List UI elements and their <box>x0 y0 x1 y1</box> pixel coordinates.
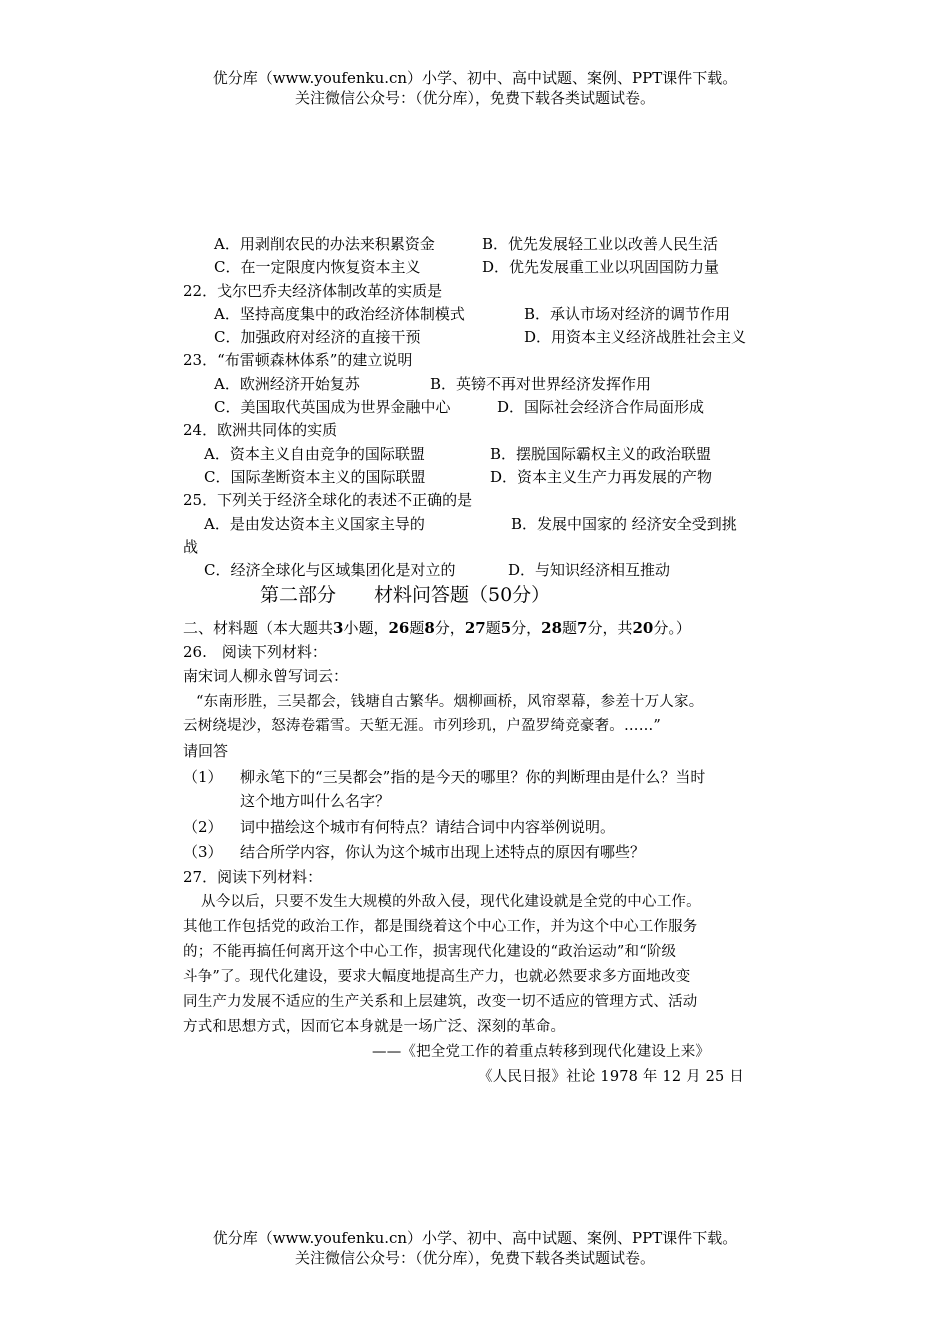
q27-source-title: ——《把全党工作的着重点转移到现代化建设上来》 <box>372 1044 711 1060</box>
q26-sub3: 结合所学内容，你认为这个城市出现上述特点的原因有哪些？ <box>240 843 646 861</box>
q25-option-b: B．发展中国家的 经济安全受到挑 <box>511 515 737 533</box>
q27-stem: 27．阅读下列材料： <box>183 868 323 886</box>
q24-option-d: D．资本主义生产力再发展的产物 <box>490 468 713 486</box>
q21-option-a: A．用剥削农民的办法来积累资金 <box>214 235 435 253</box>
q21-option-c: C．在一定限度内恢复资本主义 <box>214 258 421 276</box>
q26-ask: 请回答 <box>183 742 229 760</box>
q26-poem-line-1: “东南形胜，三吴都会，钱塘自古繁华。烟柳画桥，风帘翠幕，参差十万人家。 <box>196 694 704 710</box>
q23-stem: 23．“布雷顿森林体系”的建立说明 <box>183 351 413 369</box>
q21-option-b: B．优先发展轻工业以改善人民生活 <box>482 235 719 253</box>
q21-option-d: D．优先发展重工业以巩固国防力量 <box>482 258 720 276</box>
header-line-2: 关注微信公众号：（优分库），免费下载各类试题试卷。 <box>294 89 655 107</box>
q25-option-b-continued: 战 <box>183 538 199 556</box>
q27-material-line-6: 方式和思想方式，因而它本身就是一场广泛、深刻的革命。 <box>183 1019 566 1035</box>
part2-title: 第二部分 材料问答题（50分） <box>260 584 551 606</box>
footer-line-2: 关注微信公众号：（优分库），免费下载各类试题试卷。 <box>294 1249 655 1267</box>
q22-stem: 22．戈尔巴乔夫经济体制改革的实质是 <box>183 282 443 300</box>
q22-option-a: A．坚持高度集中的政治经济体制模式 <box>214 305 465 323</box>
q23-option-a: A．欧洲经济开始复苏 <box>214 375 360 393</box>
q25-option-c: C．经济全球化与区域集团化是对立的 <box>204 561 456 579</box>
q26-sub1-number: （1） <box>183 768 223 786</box>
q27-source-date: 《人民日报》社论 1978 年 12 月 25 日 <box>478 1069 744 1085</box>
q26-sub1-line-1: 柳永笔下的“三吴都会”指的是今天的哪里？你的判断理由是什么？当时 <box>240 768 706 786</box>
q26-sub1-line-2: 这个地方叫什么名字？ <box>240 792 391 810</box>
q24-option-a: A．资本主义自由竞争的国际联盟 <box>204 445 425 463</box>
q27-material-line-4: 斗争”了。现代化建设，要求大幅度地提高生产力，也就必然要求多方面地改变 <box>183 969 691 985</box>
q27-material-line-2: 其他工作包括党的政治工作，都是围绕着这个中心工作，并为这个中心工作服务 <box>183 919 698 935</box>
q26-sub2-number: （2） <box>183 818 223 836</box>
q27-material-line-5: 同生产力发展不适应的生产关系和上层建筑，改变一切不适应的管理方式、活动 <box>183 994 698 1010</box>
q27-material-line-1: 从今以后，只要不发生大规模的外敌入侵，现代化建设就是全党的中心工作。 <box>201 894 701 910</box>
q27-material-line-3: 的；不能再搞任何离开这个中心工作，损害现代化建设的“政治运动”和“阶级 <box>183 944 677 960</box>
q26-poem-line-2: 云树绕堤沙，怒涛卷霜雪。天堑无涯。市列珍玑，户盈罗绮竞豪奢。……” <box>183 718 662 734</box>
q24-option-c: C．国际垄断资本主义的国际联盟 <box>204 468 426 486</box>
q22-option-d: D．用资本主义经济战胜社会主义 <box>524 328 747 346</box>
q25-option-d: D．与知识经济相互推动 <box>508 561 671 579</box>
q24-stem: 24．欧洲共同体的实质 <box>183 421 338 439</box>
part2-intro: 二、材料题（本大题共3小题，26题8分，27题5分，28题7分，共20分。） <box>183 619 691 637</box>
q25-stem: 25．下列关于经济全球化的表述不正确的是 <box>183 491 473 509</box>
q23-option-b: B．英镑不再对世界经济发挥作用 <box>430 375 652 393</box>
q24-option-b: B．摆脱国际霸权主义的政治联盟 <box>490 445 712 463</box>
q23-option-c: C．美国取代英国成为世界金融中心 <box>214 398 451 416</box>
q22-option-c: C．加强政府对经济的直接干预 <box>214 328 421 346</box>
q23-option-d: D．国际社会经济合作局面形成 <box>497 398 705 416</box>
q25-option-a: A．是由发达资本主义国家主导的 <box>204 515 425 533</box>
q26-sub3-number: （3） <box>183 843 223 861</box>
q26-lead: 南宋词人柳永曾写词云： <box>183 667 349 685</box>
q22-option-b: B．承认市场对经济的调节作用 <box>524 305 731 323</box>
q26-stem: 26. 阅读下列材料： <box>183 643 327 661</box>
header-line-1: 优分库（www.youfenku.cn）小学、初中、高中试题、案例、PPT课件下载。 <box>212 69 738 87</box>
q26-sub2: 词中描绘这个城市有何特点？请结合词中内容举例说明。 <box>240 818 616 836</box>
footer-line-1: 优分库（www.youfenku.cn）小学、初中、高中试题、案例、PPT课件下载。 <box>212 1229 738 1247</box>
